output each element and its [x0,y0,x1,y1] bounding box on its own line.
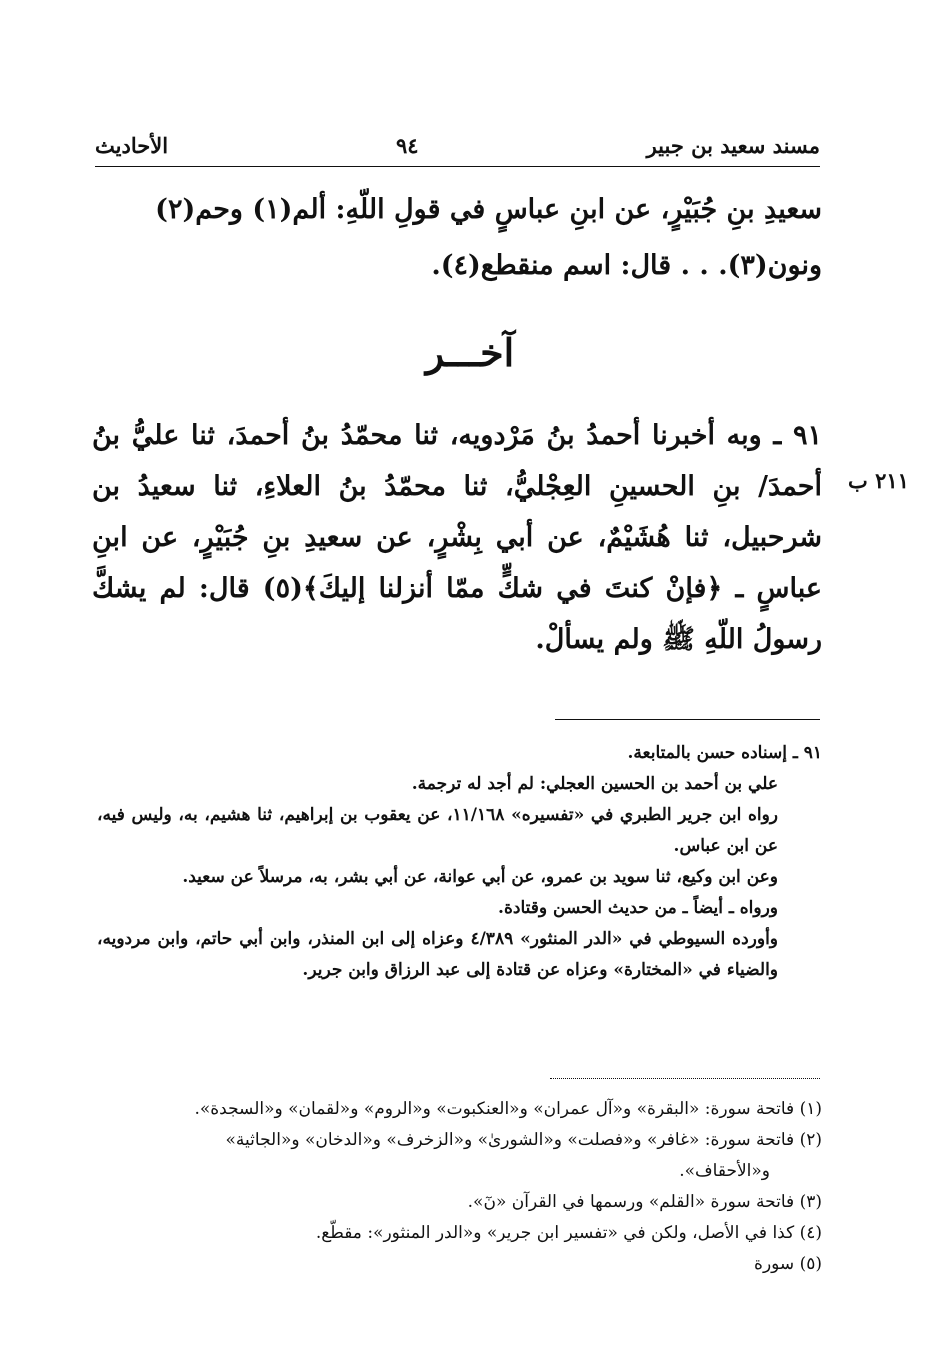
footnotes-divider [550,1078,820,1079]
footnote-3: (٣) فاتحة سورة «القلم» ورسمها في القرآن «نٓ». [467,1192,822,1212]
footnote-2-continuation: و«الأحقاف». [679,1161,770,1181]
section-title: آخـــر [425,330,515,375]
commentary-block [97,738,822,986]
continued-text-line-2: ونون(٣). . . قال: اسم منقطع(٤). [431,250,822,281]
footnote-1: (١) فاتحة سورة: «البقرة» و«آل عمران» و«العنكبوت» و«الروم» و«لقمان» و«السجدة». [194,1099,822,1119]
book-title: مسند سعيد بن جبير [646,132,820,158]
commentary-paragraph: ورواه ـ أيضاً ـ من حديث الحسن وقتادة. [498,898,778,918]
footnote-4: (٤) كذا في الأصل، ولكن في «تفسير ابن جرير» و«الدر المنثور»: مقطّع. [315,1223,822,1243]
commentary-heading: ٩١ ـ إسناده حسن بالمتابعة. [627,743,822,763]
hadith-91-text: ٩١ ـ وبه أخبرنا أحمدُ بنُ مَرْدويه، ثنا محمّدُ بنُ أحمدَ، ثنا عليُّ بنُ أحمدَ/ بنِ الحسينِ العِجْليُّ، ثنا محمّدُ بنُ العلاءِ، ثنا سعيدُ بن شرحبيل، ثنا هُشَيْمٌ، عن أبي بِشْرٍ، عن سعيدِ بنِ جُبَيْرٍ، عن ابنِ عباسٍ ـ ﴿فإنْ كنتَ في شكٍّ ممّا أنزلنا إليكَ﴾(٥) قال: لم يشكَّ رسولُ اللّهِ ﷺ ولم يسألْ. [92,420,822,655]
header-divider [95,166,820,167]
footnote-5: (٥) سورة [754,1254,822,1274]
commentary-paragraph: رواه ابن جرير الطبري في «تفسيره» ١١/١٦٨، عن يعقوب بن إبراهيم، ثنا هشيم، به، وليس فيه، عن ابن عباس. [97,805,779,856]
continued-text-line-1: سعيدِ بنِ جُبَيْرٍ، عن ابنِ عباسٍ في قولِ اللّهِ: ألم(١) وحم(٢) [155,194,822,225]
page-number: ٩٤ [396,132,419,158]
manuscript-folio-note: ٢١١ ب [848,468,909,493]
running-header [95,125,820,165]
footnotes-block [97,1094,822,1280]
commentary-paragraph: علي بن أحمد بن الحسين العجلي: لم أجد له ترجمة. [411,774,778,794]
section-name: الأحاديث [95,132,169,158]
commentary-divider [555,719,820,720]
commentary-paragraph: وعن ابن وكيع، ثنا سويد بن عمرو، عن أبي عوانة، عن أبي بشر، به، مرسلاً عن سعيد. [182,867,778,887]
footnote-2: (٢) فاتحة سورة: «غافر» و«فصلت» و«الشورىٰ» و«الزخرف» و«الدخان» و«الجاثية» [225,1130,822,1150]
commentary-paragraph: وأورده السيوطي في «الدر المنثور» ٤/٣٨٩ وعزاه إلى ابن المنذر، وابن أبي حاتم، وابن مردويه، والضياء في «المختارة» وعزاه عن قتادة إلى عبد الرزاق وابن جرير. [97,929,778,980]
